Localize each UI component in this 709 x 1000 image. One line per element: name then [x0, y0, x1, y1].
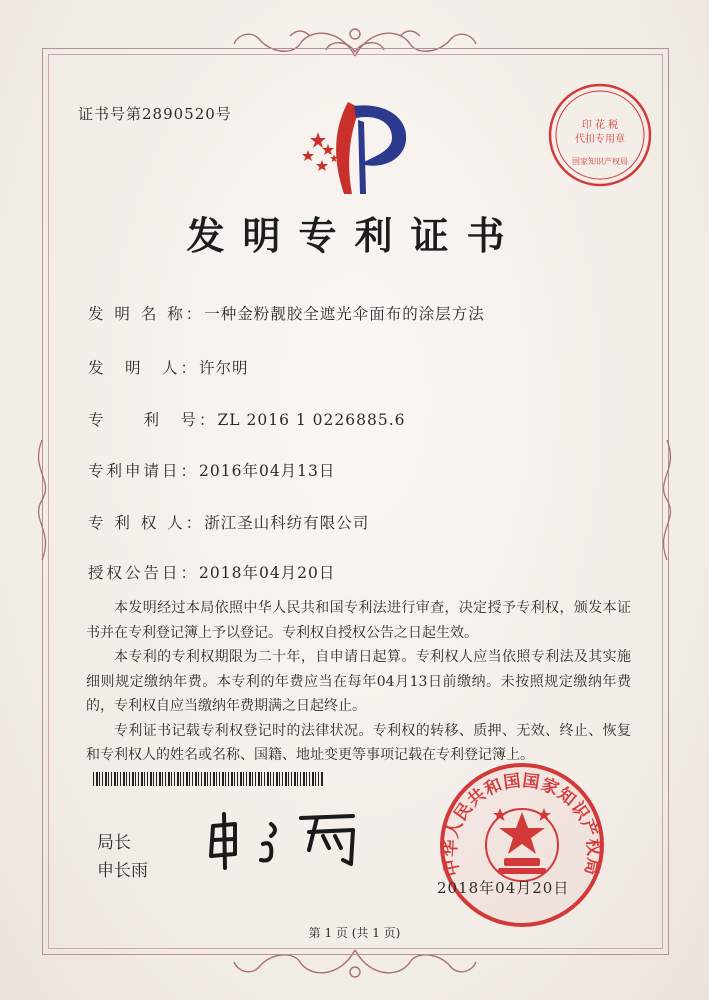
director-signature — [205, 810, 365, 870]
field-label: 发 明 名 称： — [88, 305, 205, 323]
svg-text:国家知识产权局: 国家知识产权局 — [572, 157, 628, 166]
seal-arc-text: 中华人民共和国国家知识产权局 — [440, 771, 604, 878]
field-value: 2018年04月20日 — [199, 564, 336, 582]
field-inventor — [88, 356, 249, 378]
page-title: 发明专利证书 — [186, 213, 523, 258]
field-label: 专 利 号： — [88, 411, 218, 429]
field-label: 发 明 人： — [88, 359, 200, 377]
patent-office-logo — [296, 98, 416, 198]
svg-text:代扣专用章: 代扣专用章 — [575, 134, 625, 145]
field-value: 浙江圣山科纺有限公司 — [204, 514, 370, 532]
field-patent-number — [88, 408, 406, 430]
field-label: 专利申请日： — [88, 462, 200, 480]
svg-text:印 花 税: 印 花 税 — [581, 120, 619, 131]
paragraph: 本专利的专利权期限为二十年，自申请日起算。专利权人应当依照专利法及其实施细则规定缴纳年费。本专利的年费应当在每年04月13日前缴纳。未按照规定缴纳年费的，专利权自应当缴纳年费期满之日起终止。 — [86, 649, 631, 714]
paragraph: 专利证书记载专利权登记时的法律状况。专利权的转移、质押、无效、终止、恢复和专利权人的姓名或名称、国籍、地址变更等事项记载在专利登记簿上。 — [86, 722, 631, 763]
field-patentee — [88, 511, 369, 533]
field-application-date — [88, 459, 335, 481]
page-number: 第 1 页 (共 1 页) — [308, 926, 401, 940]
legal-statement — [86, 596, 631, 768]
corner-ornament-right — [655, 440, 679, 560]
certificate-number: 证书号第2890520号 — [78, 105, 232, 123]
corner-ornament-left — [30, 440, 54, 560]
seal-date: 2018年04月20日 — [437, 879, 570, 897]
field-value: 许尔明 — [199, 359, 249, 377]
field-grant-date — [88, 561, 335, 583]
director-name: 申长雨 — [97, 861, 148, 881]
field-value: ZL 2016 1 0226885.6 — [217, 411, 406, 429]
state-ip-office-seal — [422, 760, 622, 930]
field-label: 授权公告日： — [88, 564, 200, 582]
director-title: 局长 — [97, 833, 131, 853]
field-label: 专 利 权 人： — [88, 514, 205, 532]
field-invention-name — [88, 302, 485, 324]
tax-stamp-seal — [545, 80, 655, 190]
field-value: 2016年04月13日 — [199, 462, 336, 480]
paragraph: 本发明经过本局依照中华人民共和国专利法进行审查，决定授予专利权，颁发本证书并在专利登记簿上予以登记。专利权自授权公告之日起生效。 — [86, 600, 631, 641]
field-value: 一种金粉靓胶全遮光伞面布的涂层方法 — [204, 305, 485, 323]
barcode — [93, 772, 323, 786]
